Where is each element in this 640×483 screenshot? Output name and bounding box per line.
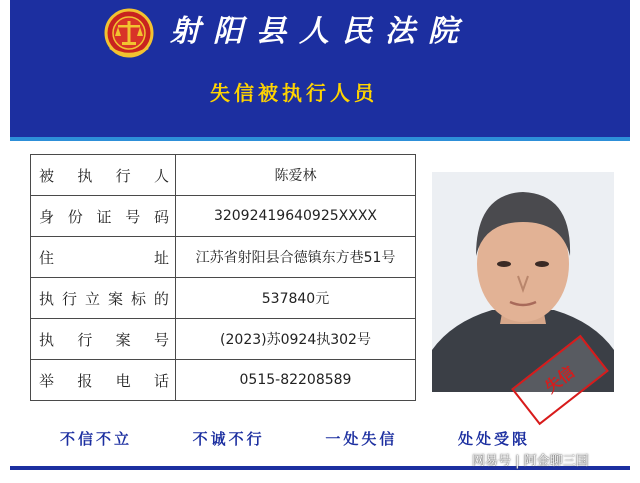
slogan-4: 处处受限: [457, 430, 530, 448]
row-label-text: 举 报 电 话: [39, 371, 169, 390]
court-name: 射阳县人民法院: [170, 14, 471, 49]
court-emblem-icon: [104, 8, 154, 58]
row-label-text: 执 行 案 号: [39, 330, 169, 349]
row-value: 537840元: [176, 278, 416, 319]
row-label: [31, 319, 176, 360]
table-row: [31, 319, 416, 360]
table-row: [31, 155, 416, 196]
dishonest-stamp: 失信: [511, 335, 609, 425]
row-value: (2023)苏0924执302号: [176, 319, 416, 360]
slogan-2: 不诚不行: [192, 430, 265, 448]
row-value: 陈爱林: [176, 155, 416, 196]
row-label: [31, 278, 176, 319]
slogan-bar: [60, 428, 530, 450]
table-row: [31, 278, 416, 319]
row-label: [31, 237, 176, 278]
info-table: [30, 154, 416, 401]
row-label: [31, 155, 176, 196]
row-value: 0515-82208589: [176, 360, 416, 401]
row-label-text: 住 址: [39, 248, 169, 267]
row-value: 江苏省射阳县合德镇东方巷51号: [176, 237, 416, 278]
slogan-1: 不信不立: [60, 430, 133, 448]
table-row: [31, 237, 416, 278]
row-value: 32092419640925XXXX: [176, 196, 416, 237]
row-label: [31, 196, 176, 237]
table-row: [31, 196, 416, 237]
slogan-3: 一处失信: [325, 430, 398, 448]
header-banner: [10, 0, 630, 141]
table-row: [31, 360, 416, 401]
row-label: [31, 360, 176, 401]
row-label-text: 被 执 行 人: [39, 166, 169, 185]
notice-title: 失信被执行人员: [210, 81, 378, 105]
row-label-text: 执 行 立 案 标 的: [39, 289, 169, 308]
source-watermark: 网易号 | 阿金聊三国: [472, 454, 589, 469]
row-label-text: 身 份 证 号 码: [39, 207, 169, 226]
